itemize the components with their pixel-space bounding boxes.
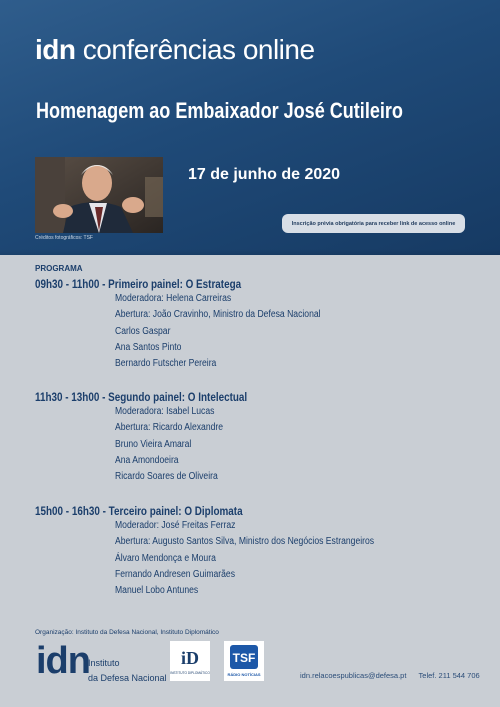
panel-title: Terceiro painel: O Diplomata — [108, 506, 243, 518]
panel-title: Segundo painel: O Intelectual — [108, 392, 248, 404]
photo-credit: Créditos fotográficos: TSF — [35, 235, 93, 241]
header-banner — [0, 0, 500, 255]
panel-line: Carlos Gaspar — [115, 325, 171, 337]
panel-line: Fernando Andresen Guimarães — [115, 568, 235, 580]
panel-line: Ana Amondoeira — [115, 454, 179, 466]
tsf-logo-subtext: RÁDIO NOTÍCIAS — [227, 672, 261, 677]
idn-subtitle-line: Instituto — [88, 658, 120, 668]
contact-phone: Telef. 211 544 706 — [418, 671, 480, 680]
id-logo-subtext: INSTITUTO DIPLOMÁTICO — [170, 671, 210, 675]
panel-line: Bernardo Futscher Pereira — [115, 358, 217, 370]
idn-logo-subtitle — [88, 656, 167, 686]
panel-line: Moderadora: Isabel Lucas — [115, 406, 215, 417]
contact-info — [300, 671, 480, 680]
contact-email[interactable]: idn.relacoespublicas@defesa.pt — [300, 671, 407, 680]
registration-badge: Inscrição prévia obrigatória para receber link de acesso online — [282, 214, 465, 233]
panel-line: Bruno Vieira Amaral — [115, 438, 192, 450]
panel-heading — [35, 279, 309, 291]
event-title: Homenagem ao Embaixador José Cutileiro — [36, 98, 403, 123]
instituto-diplomatico-logo — [170, 641, 210, 681]
idn-logo: idn — [36, 640, 90, 682]
panel-title: Primeiro painel: O Estratega — [108, 279, 242, 291]
id-logo-icon — [170, 641, 210, 681]
idn-subtitle-line: da Defesa Nacional — [88, 673, 167, 683]
panel-line: Moderador: José Freitas Ferraz — [115, 520, 236, 531]
organization-credit: Organização: Instituto da Defesa Nacional, Instituto Diplomático — [35, 629, 219, 636]
panel-time: 15h00 - 16h30 - — [35, 506, 109, 518]
id-logo-text: iD — [181, 648, 199, 668]
panel-heading — [35, 506, 363, 518]
panel-line: Abertura: Ricardo Alexandre — [115, 422, 224, 434]
panel-2 — [35, 392, 282, 485]
panel-line: Álvaro Mendonça e Moura — [115, 552, 216, 564]
panel-time: 09h30 - 11h00 - — [35, 279, 109, 291]
panel-line: Ricardo Soares de Oliveira — [115, 471, 218, 483]
brand-subtitle: conferências online — [82, 34, 315, 65]
portrait-image — [35, 157, 163, 233]
brand-title — [35, 34, 315, 66]
program-label: PROGRAMA — [35, 264, 83, 273]
panel-line: Abertura: Augusto Santos Silva, Ministro dos Negócios Estrangeiros — [115, 536, 375, 548]
panel-line: Abertura: João Cravinho, Ministro da Defesa Nacional — [115, 309, 321, 321]
tsf-logo-icon — [224, 641, 264, 681]
panel-3 — [35, 506, 416, 599]
panel-line: Ana Santos Pinto — [115, 341, 182, 353]
panel-heading — [35, 392, 247, 404]
panel-time: 11h30 - 13h00 - — [35, 392, 109, 404]
event-date: 17 de junho de 2020 — [188, 166, 341, 183]
panel-1 — [35, 279, 354, 372]
portrait-photo — [35, 157, 163, 233]
panel-line: Moderadora: Helena Carreiras — [115, 293, 232, 304]
brand-idn: idn — [35, 34, 76, 65]
panel-line: Manuel Lobo Antunes — [115, 585, 199, 597]
tsf-logo — [224, 641, 264, 681]
tsf-logo-text: TSF — [232, 651, 256, 665]
